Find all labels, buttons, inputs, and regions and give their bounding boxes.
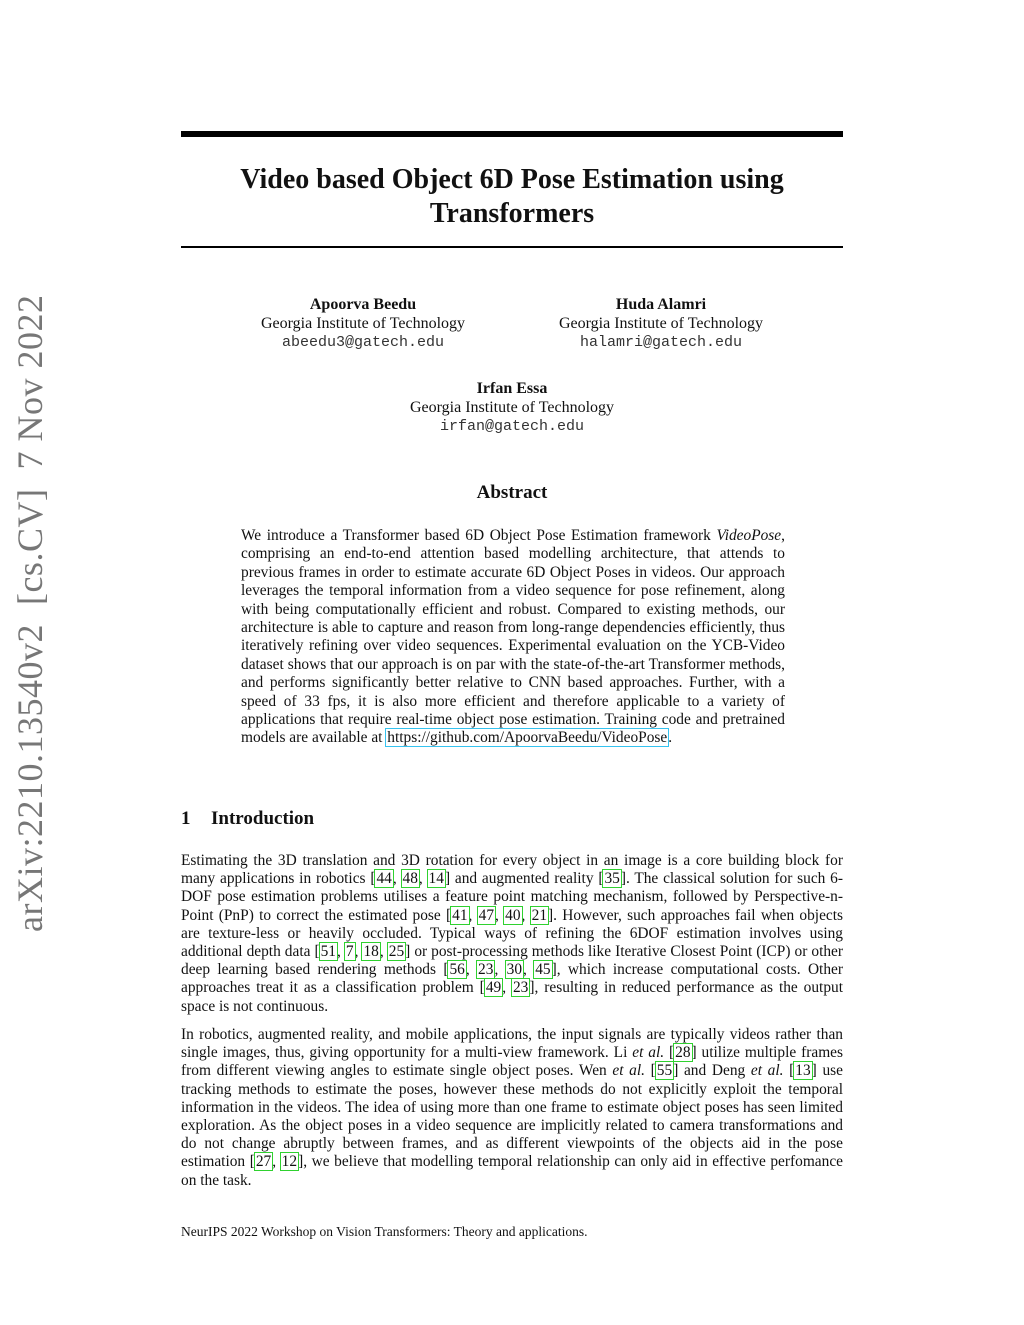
arxiv-identifier: arXiv:2210.13540v2 [cs.CV] 7 Nov 2022 xyxy=(10,294,50,932)
title-top-rule xyxy=(181,131,843,137)
venue-footnote: NeurIPS 2022 Workshop on Vision Transformers: Theory and applications. xyxy=(181,1224,588,1239)
citation-link[interactable]: 28 xyxy=(675,1044,691,1062)
citation-link[interactable]: 44 xyxy=(376,870,392,888)
citation-link[interactable]: 23 xyxy=(478,961,494,979)
author-block xyxy=(243,295,483,352)
citation-link[interactable]: 49 xyxy=(485,979,502,997)
author-name: Apoorva Beedu xyxy=(309,296,417,313)
citation-link[interactable]: 45 xyxy=(535,961,551,979)
abstract-text: We introduce a Transformer based 6D Object Pose Estimation framework VideoPose, comprising an end-to-end attention based modelling architecture, that attends to previous frames in order to estimate accurate 6D Object Poses in videos. Our approach leverages the temporal information from a video sequence for pose refinement, along with being computationally efficient and robust. Compared to existing methods, our architecture is able to capture and reason from long-range dependencies efficiently, thus iteratively refining over video sequences. Experimental evaluation on the YCB-Video dataset shows that our approach is on par with the state-of-the-art Transformer methods, and performs significantly better relative to CNN based approaches. Further, with a speed of 33 fps, it is also more efficient and therefore applicable to a variety of applications that require real-time object pose estimation. Training code and pretrained models are available at https://github.com/ApoorvaBeedu/VideoPose. xyxy=(241,527,785,747)
citation-link[interactable]: 51 xyxy=(320,943,336,961)
citation-link[interactable]: 21 xyxy=(531,906,548,924)
section-number: 1 xyxy=(181,808,191,829)
author-affiliation: Georgia Institute of Technology xyxy=(558,315,764,332)
citation-link[interactable]: 12 xyxy=(281,1153,298,1171)
author-block xyxy=(541,295,781,352)
citation-link[interactable]: 13 xyxy=(795,1062,811,1080)
author-email[interactable]: halamri@gatech.edu xyxy=(579,334,743,351)
citation-link[interactable]: 48 xyxy=(402,870,418,888)
citation-link[interactable]: 56 xyxy=(449,961,465,979)
abstract-heading: Abstract xyxy=(476,482,548,503)
author-name: Irfan Essa xyxy=(476,380,548,397)
section-title: Introduction xyxy=(211,808,315,829)
author-affiliation: Georgia Institute of Technology xyxy=(260,315,466,332)
title-bottom-rule xyxy=(181,246,843,248)
citation-link[interactable]: 23 xyxy=(512,979,529,997)
author-block xyxy=(392,379,632,436)
code-repository-link[interactable]: https://github.com/ApoorvaBeedu/VideoPose xyxy=(387,729,668,747)
citation-link[interactable]: 7 xyxy=(345,943,354,961)
section-heading xyxy=(181,808,314,830)
citation-link[interactable]: 30 xyxy=(506,961,523,979)
citation-link[interactable]: 14 xyxy=(428,870,444,888)
author-name: Huda Alamri xyxy=(615,296,707,313)
author-email[interactable]: irfan@gatech.edu xyxy=(439,418,585,435)
citation-link[interactable]: 40 xyxy=(505,906,521,924)
intro-paragraph: In robotics, augmented reality, and mobile applications, the input signals are typically videos rather than single images, thus, giving opportunity for a multi-view framework. Li et al. [28] utilize multiple frames from different viewing angles to estimate single object poses. Wen et al. [55] and Deng et al. [13] use tracking methods to estimate the poses, however these methods do not explicitly exploit the temporal information in the videos. The idea of using more than one frame to estimate object poses has seen limited exploration. As the object poses in a video sequence are implicitly related to camera transformations and do not change abruptly between frames, and as different viewpoints of the objects aid in the pose estimation [27, 12], we believe that modelling temporal relationship can only aid in effective perfomance on the task. xyxy=(181,1026,843,1189)
author-email[interactable]: abeedu3@gatech.edu xyxy=(281,334,445,351)
citation-link[interactable]: 47 xyxy=(478,906,495,924)
citation-link[interactable]: 27 xyxy=(255,1153,272,1171)
citation-link[interactable]: 18 xyxy=(363,943,379,961)
citation-link[interactable]: 25 xyxy=(388,943,405,961)
citation-link[interactable]: 55 xyxy=(656,1062,673,1080)
citation-link[interactable]: 35 xyxy=(604,870,620,888)
method-name: VideoPose xyxy=(716,527,782,544)
citation-link[interactable]: 41 xyxy=(452,906,468,924)
intro-paragraph: Estimating the 3D translation and 3D rotation for every object in an image is a core building block for many applications in robotics [44, 48, 14] and augmented reality [35]. The classical solution for such 6-DOF pose estimation problems utilises a feature point matching mechanism, followed by Perspective-n-Point (PnP) to correct the estimated pose [41, 47, 40, 21]. However, such approaches fail when objects are texture-less or heavily occluded. Typical ways of refining the 6DOF estimation involves using additional depth data [51, 7, 18, 25] or post-processing methods like Iterative Closest Point (ICP) or other deep learning based rendering methods [56, 23, 30, 45], which increase computational costs. Other approaches treat it as a classification problem [49, 23], resulting in reduced performance as the output space is not continuous. xyxy=(181,852,844,1015)
paper-title: Video based Object 6D Pose Estimation using Transformers xyxy=(240,164,784,229)
author-affiliation: Georgia Institute of Technology xyxy=(409,399,615,416)
